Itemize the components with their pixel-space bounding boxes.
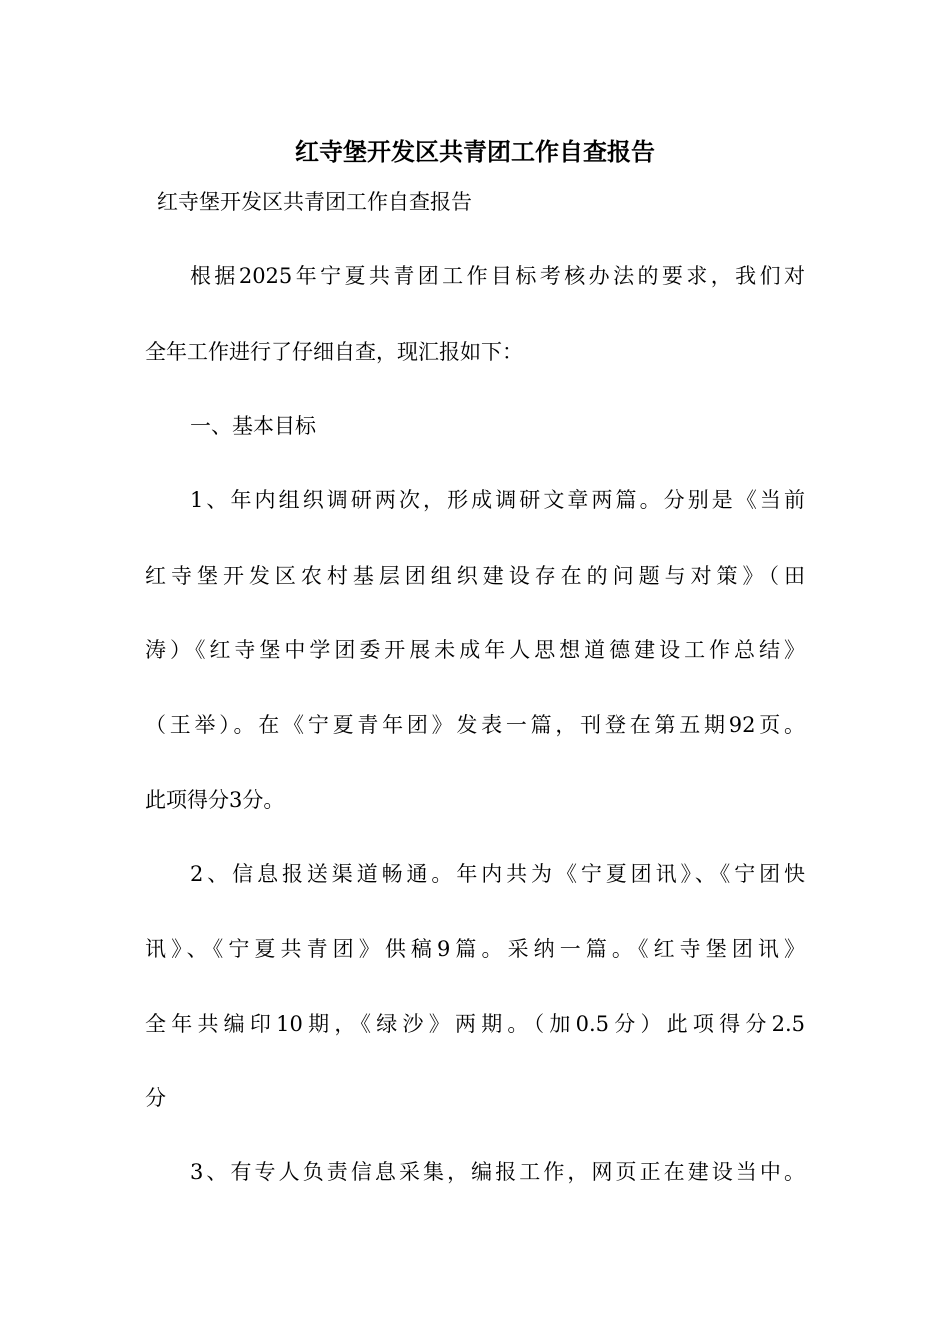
paragraph-line: 1、年内组织调研两次，形成调研文章两篇。分别是《当前 — [190, 488, 805, 512]
section-heading: 一、基本目标 — [190, 414, 316, 438]
paragraph-line: 3、有专人负责信息采集，编报工作，网页正在建设当中。 — [190, 1160, 805, 1184]
paragraph-line: 全年共编印10期，《绿沙》两期。（加0.5分）此项得分2.5 — [145, 1012, 805, 1036]
paragraph-line: 此项得分3分。 — [145, 788, 285, 812]
paragraph-line: 分 — [145, 1086, 166, 1110]
paragraph-line: 讯》、《宁夏共青团》供稿9篇。采纳一篇。《红寺堡团讯》 — [145, 937, 805, 961]
document-subtitle: 红寺堡开发区共青团工作自查报告 — [157, 190, 472, 214]
paragraph-line: 涛）《红寺堡中学团委开展未成年人思想道德建设工作总结》 — [145, 638, 805, 662]
paragraph-line: 2、信息报送渠道畅通。年内共为《宁夏团讯》、《宁团快 — [190, 862, 805, 886]
paragraph-line: 根据2025年宁夏共青团工作目标考核办法的要求，我们对 — [190, 264, 805, 288]
document-title: 红寺堡开发区共青团工作自查报告 — [295, 137, 655, 166]
paragraph-line: （王举）。在《宁夏青年团》发表一篇，刊登在第五期92页。 — [145, 713, 805, 737]
paragraph-line: 红寺堡开发区农村基层团组织建设存在的问题与对策》（田 — [145, 564, 805, 588]
paragraph-line: 全年工作进行了仔细自查，现汇报如下： — [145, 340, 523, 364]
